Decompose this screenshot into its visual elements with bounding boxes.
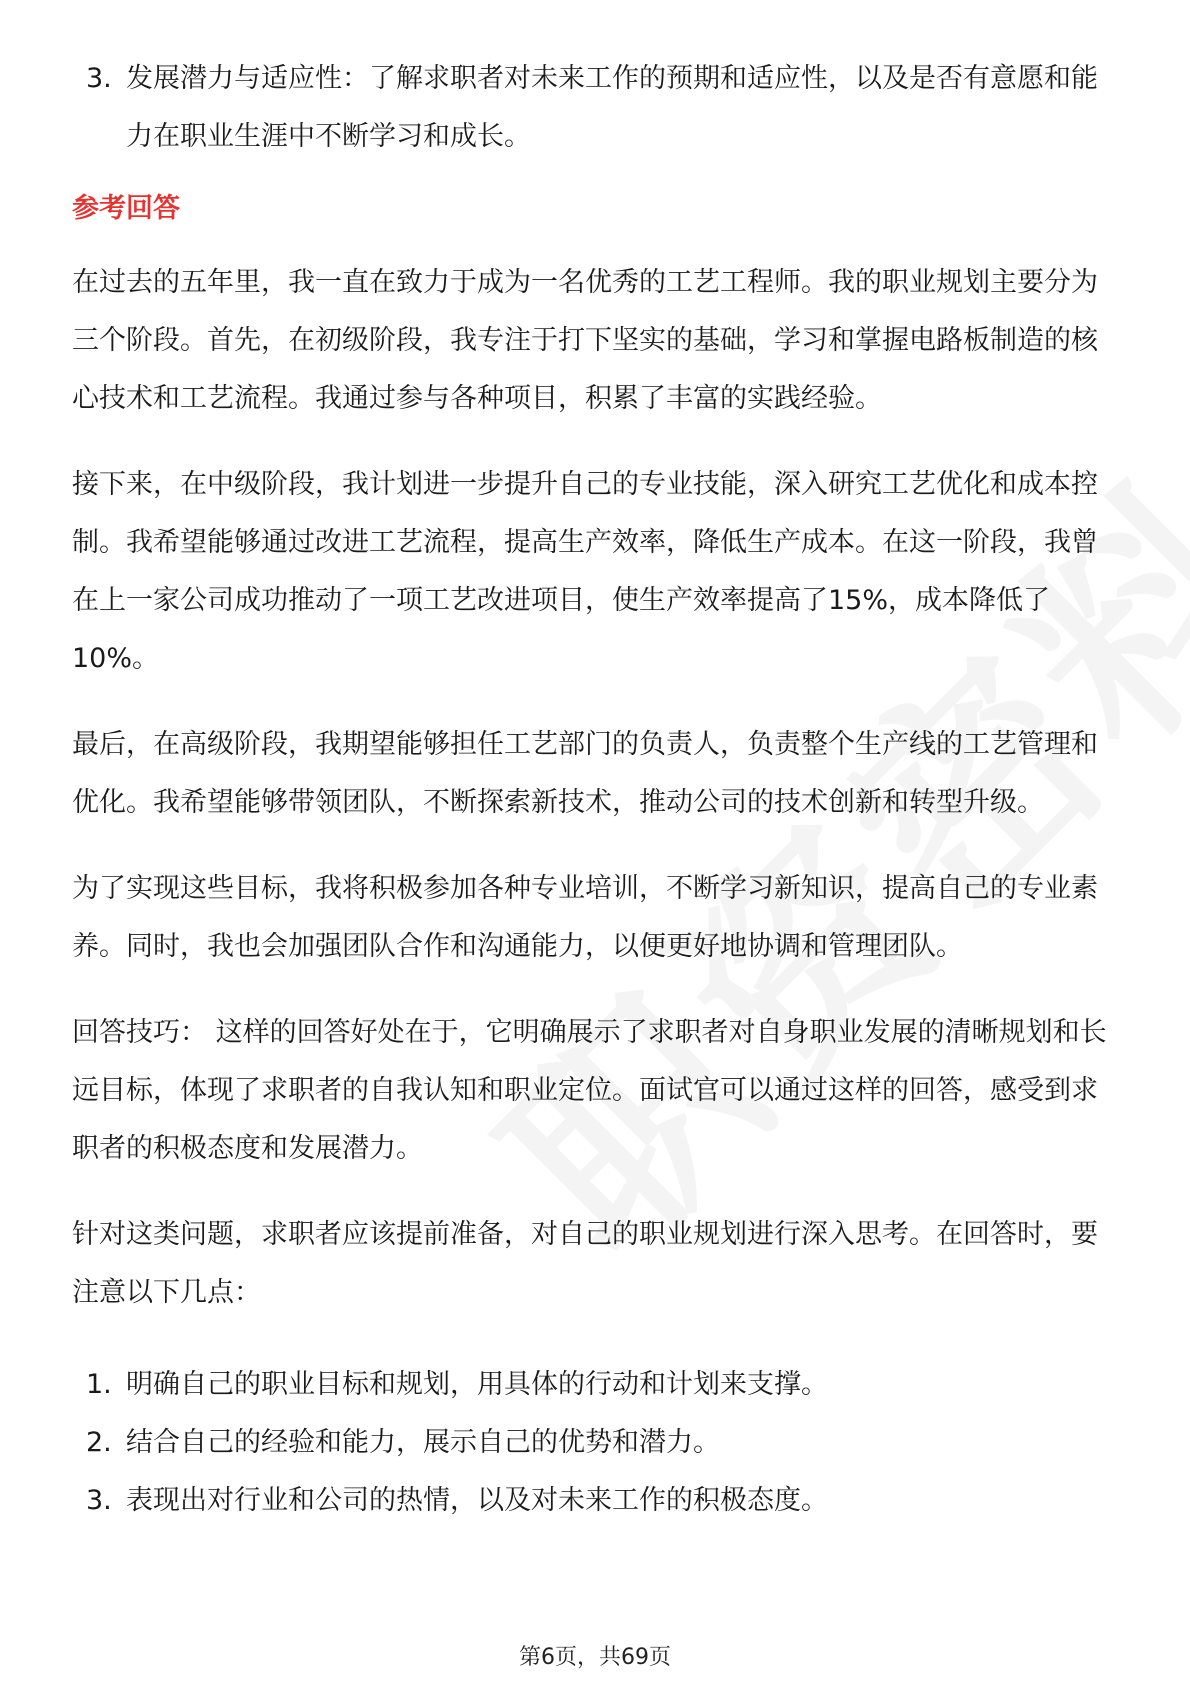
paragraph: 最后，在高级阶段，我期望能够担任工艺部门的负责人，负责整个生产线的工艺管理和优化。我希望能够带领团队，不断探索新技术，推动公司的技术创新和转型升级。 [72, 729, 1098, 818]
page-footer: 第6页，共69页 [519, 1645, 671, 1670]
paragraph: 在过去的五年里，我一直在致力于成为一名优秀的工艺工程师。我的职业规划主要分为三个阶段。首先，在初级阶段，我专注于打下坚实的基础，学习和掌握电路板制造的核心技术和工艺流程。我通过参与各种项目，积累了丰富的实践经验。 [72, 267, 1098, 414]
list-item-text: 明确自己的职业目标和规划，用具体的行动和计划来支撑。 [126, 1369, 828, 1400]
list-item-number: 3. [86, 1485, 112, 1516]
paragraph: 为了实现这些目标，我将积极参加各种专业培训，不断学习新知识，提高自己的专业素养。同时，我也会加强团队合作和沟通能力，以便更好地协调和管理团队。 [72, 873, 1098, 962]
list-item [72, 1414, 1122, 1472]
list-item-text: 发展潜力与适应性：了解求职者对未来工作的预期和适应性，以及是否有意愿和能力在职业生涯中不断学习和成长。 [126, 63, 1098, 152]
numbered-list [72, 1356, 1122, 1530]
paragraph: 回答技巧： 这样的回答好处在于，它明确展示了求职者对自身职业发展的清晰规划和长远目标，体现了求职者的自我认知和职业定位。面试官可以通过这样的回答，感受到求职者的积极态度和发展潜力。 [72, 1017, 1107, 1164]
list-item-text: 结合自己的经验和能力，展示自己的优势和潜力。 [126, 1427, 720, 1458]
section-title: 参考回答 [72, 193, 180, 224]
paragraph: 接下来，在中级阶段，我计划进一步提升自己的专业技能，深入研究工艺优化和成本控制。我希望能够通过改进工艺流程，提高生产效率，降低生产成本。在这一阶段，我曾在上一家公司成功推动了一项工艺改进项目，使生产效率提高了15%，成本降低了10%。 [72, 469, 1098, 674]
list-item [72, 1472, 1122, 1530]
list-item [72, 50, 1122, 166]
list-item-number: 1. [86, 1369, 112, 1400]
list-item-text: 表现出对行业和公司的热情，以及对未来工作的积极态度。 [126, 1485, 828, 1516]
list-item [72, 1356, 1122, 1414]
page-content [72, 50, 1122, 1530]
list-item-number: 3. [86, 63, 112, 94]
list-item-number: 2. [86, 1427, 112, 1458]
paragraph: 针对这类问题，求职者应该提前准备，对自己的职业规划进行深入思考。在回答时，要注意以下几点： [72, 1219, 1098, 1308]
